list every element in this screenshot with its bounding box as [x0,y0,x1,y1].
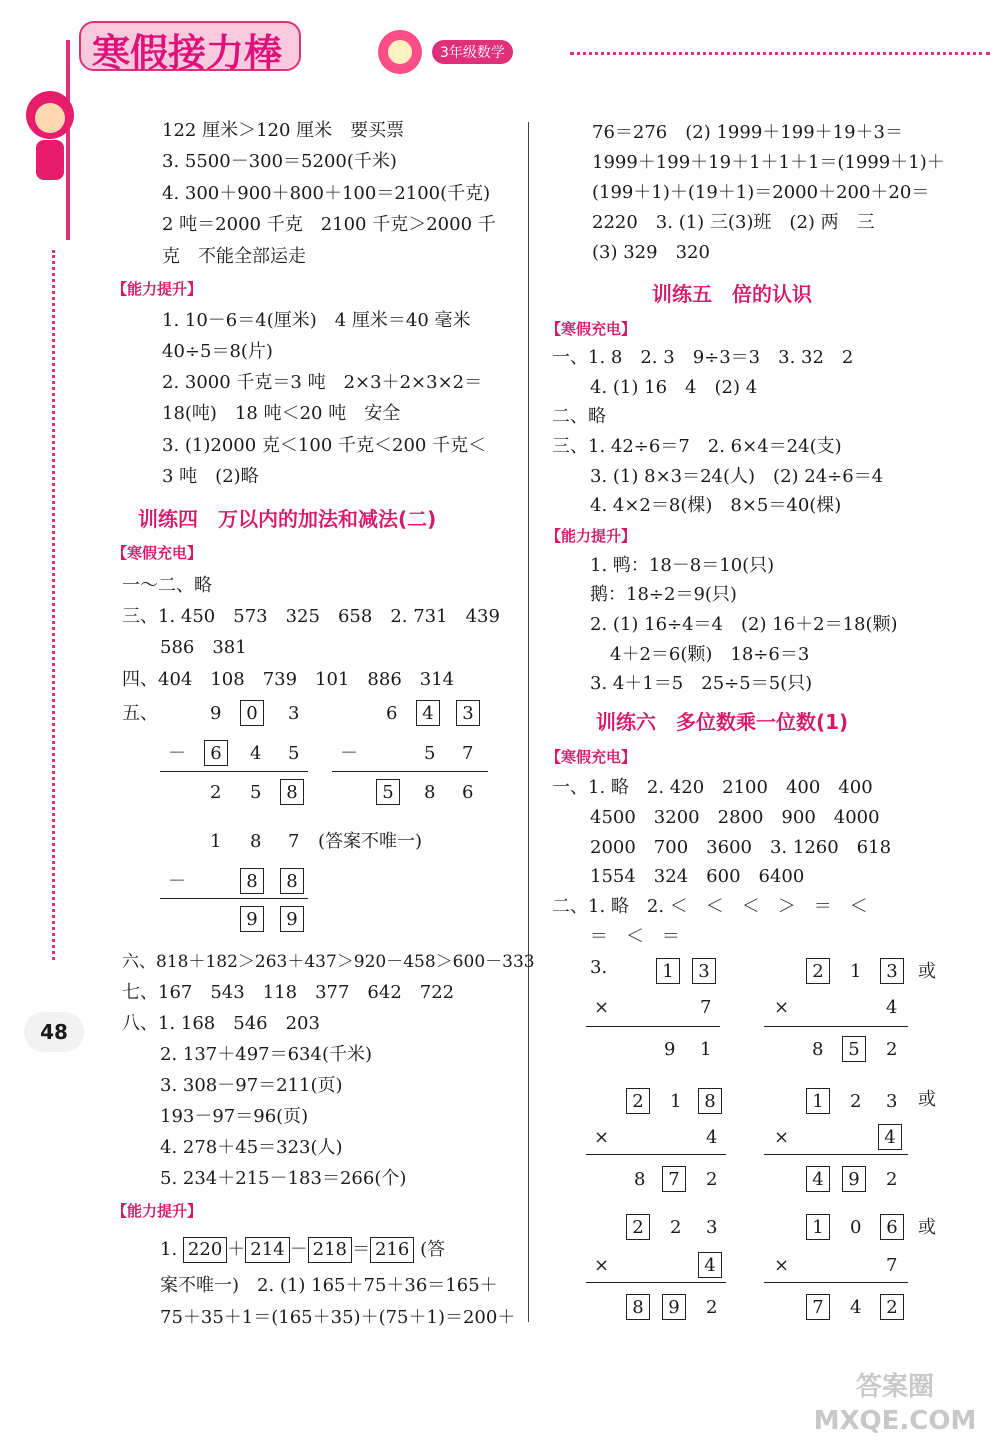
line: 1554 324 600 6400 [590,866,805,887]
section-heading: 【能力提升】 [546,527,637,545]
line: 3. 308－97＝211(页) [160,1075,343,1096]
equation-line: 1. 220 ＋ 214 － 218 ＝ 216 (答 [160,1236,445,1264]
line: 七、167 543 118 377 642 722 [122,982,455,1003]
line: 四、404 108 739 101 886 314 [122,669,455,690]
line: 40÷5＝8(片) [162,341,273,362]
line: 二、略 [552,406,606,427]
line: 4＋2＝6(颗) 18÷6＝3 [610,644,810,665]
line: 2. 3000 千克＝3 吨 2×3＋2×3×2＝ [162,372,483,393]
line: 五、 [122,703,158,724]
line: 三、1. 42÷6＝7 2. 6×4＝24(支) [552,436,842,457]
line: 3. [590,957,608,978]
line: 4. (1) 16 4 (2) 4 [590,377,758,398]
line: 一、1. 8 2. 3 9÷3＝3 3. 32 2 [552,347,854,368]
line: 1999＋199＋19＋1＋1＋1＝(1999＋1)＋ [592,152,945,173]
note: (答案不唯一) [318,831,423,852]
section-heading: 【能力提升】 [112,280,203,298]
line: 18(吨) 18 吨＜20 吨 安全 [162,403,401,424]
section-heading: 【能力提升】 [112,1202,203,1220]
line: ＝ ＜ ＝ [590,926,680,947]
section-heading: 【寒假充电】 [112,544,203,562]
line: 2220 3. (1) 三(3)班 (2) 两 三 [592,212,875,233]
page-number: 48 [24,1012,84,1052]
line: 案不唯一) 2. (1) 165＋75＋36＝165＋ [160,1275,498,1296]
section-heading: 【寒假充电】 [546,748,637,766]
mascot-icon [20,80,80,190]
line: 一、1. 略 2. 420 2100 400 400 [552,777,873,798]
line: 八、1. 168 546 203 [122,1013,320,1034]
line: 2. (1) 16÷4＝4 (2) 16＋2＝18(颗) [590,614,898,635]
line: 六、818＋182＞263＋437＞920－458＞600－333 [122,952,535,972]
line: 586 381 [160,637,247,658]
line: 2 吨＝2000 千克 2100 千克＞2000 千 [162,214,496,235]
line: 3 吨 (2)略 [162,466,259,487]
line: 3. (1) 8×3＝24(人) (2) 24÷6＝4 [590,466,884,487]
line: 4. 278＋45＝323(人) [160,1137,343,1158]
line: (3) 329 320 [592,242,710,263]
section-title: 训练五 倍的认识 [652,282,812,306]
line: 75＋35＋1＝(165＋35)＋(75＋1)＝200＋ [160,1307,516,1328]
line: 二、1. 略 2. ＜ ＜ ＜ ＞ ＝ ＜ [552,896,868,917]
line: 克 不能全部运走 [162,246,306,267]
line: 3. 5500－300＝5200(千米) [162,151,397,172]
line: 193－97＝96(页) [160,1106,309,1127]
line: 鹅：18÷2＝9(只) [590,584,737,605]
line: 4. 4×2＝8(棵) 8×5＝40(棵) [590,495,842,516]
line: 76＝276 (2) 1999＋199＋19＋3＝ [592,122,904,143]
line: 5. 234＋215－183＝266(个) [160,1168,407,1189]
line: 一～二、略 [122,575,212,596]
watermark: 答案圈 MXQE.COM [813,1372,977,1436]
line: 1. 鸭：18－8＝10(只) [590,555,775,576]
line: 2. 137＋497＝634(千米) [160,1044,373,1065]
section-heading: 【寒假充电】 [546,320,637,338]
column-divider [528,122,529,1322]
left-dotted-line [52,250,55,960]
header-title: 寒假接力棒 [92,31,283,75]
line: 3. 4＋1＝5 25÷5＝5(只) [590,673,813,694]
line: 2000 700 3600 3. 1260 618 [590,837,892,858]
grade-badge: 3年级数学 [432,40,513,64]
section-title: 训练六 多位数乘一位数(1) [596,710,849,734]
line: 1. 10－6＝4(厘米) 4 厘米＝40 毫米 [162,310,471,331]
line: 122 厘米＞120 厘米 要买票 [162,120,405,141]
line: 4500 3200 2800 900 4000 [590,807,880,828]
line: 3. (1)2000 克＜100 千克＜200 千克＜ [162,435,487,456]
line: 三、1. 450 573 325 658 2. 731 439 [122,606,500,627]
header-dotted-line [570,52,990,55]
line: (199＋1)＋(19＋1)＝2000＋200＋20＝ [592,182,930,203]
section-title: 训练四 万以内的加法和减法(二) [138,507,437,531]
line: 4. 300＋900＋800＋100＝2100(千克) [162,183,491,204]
